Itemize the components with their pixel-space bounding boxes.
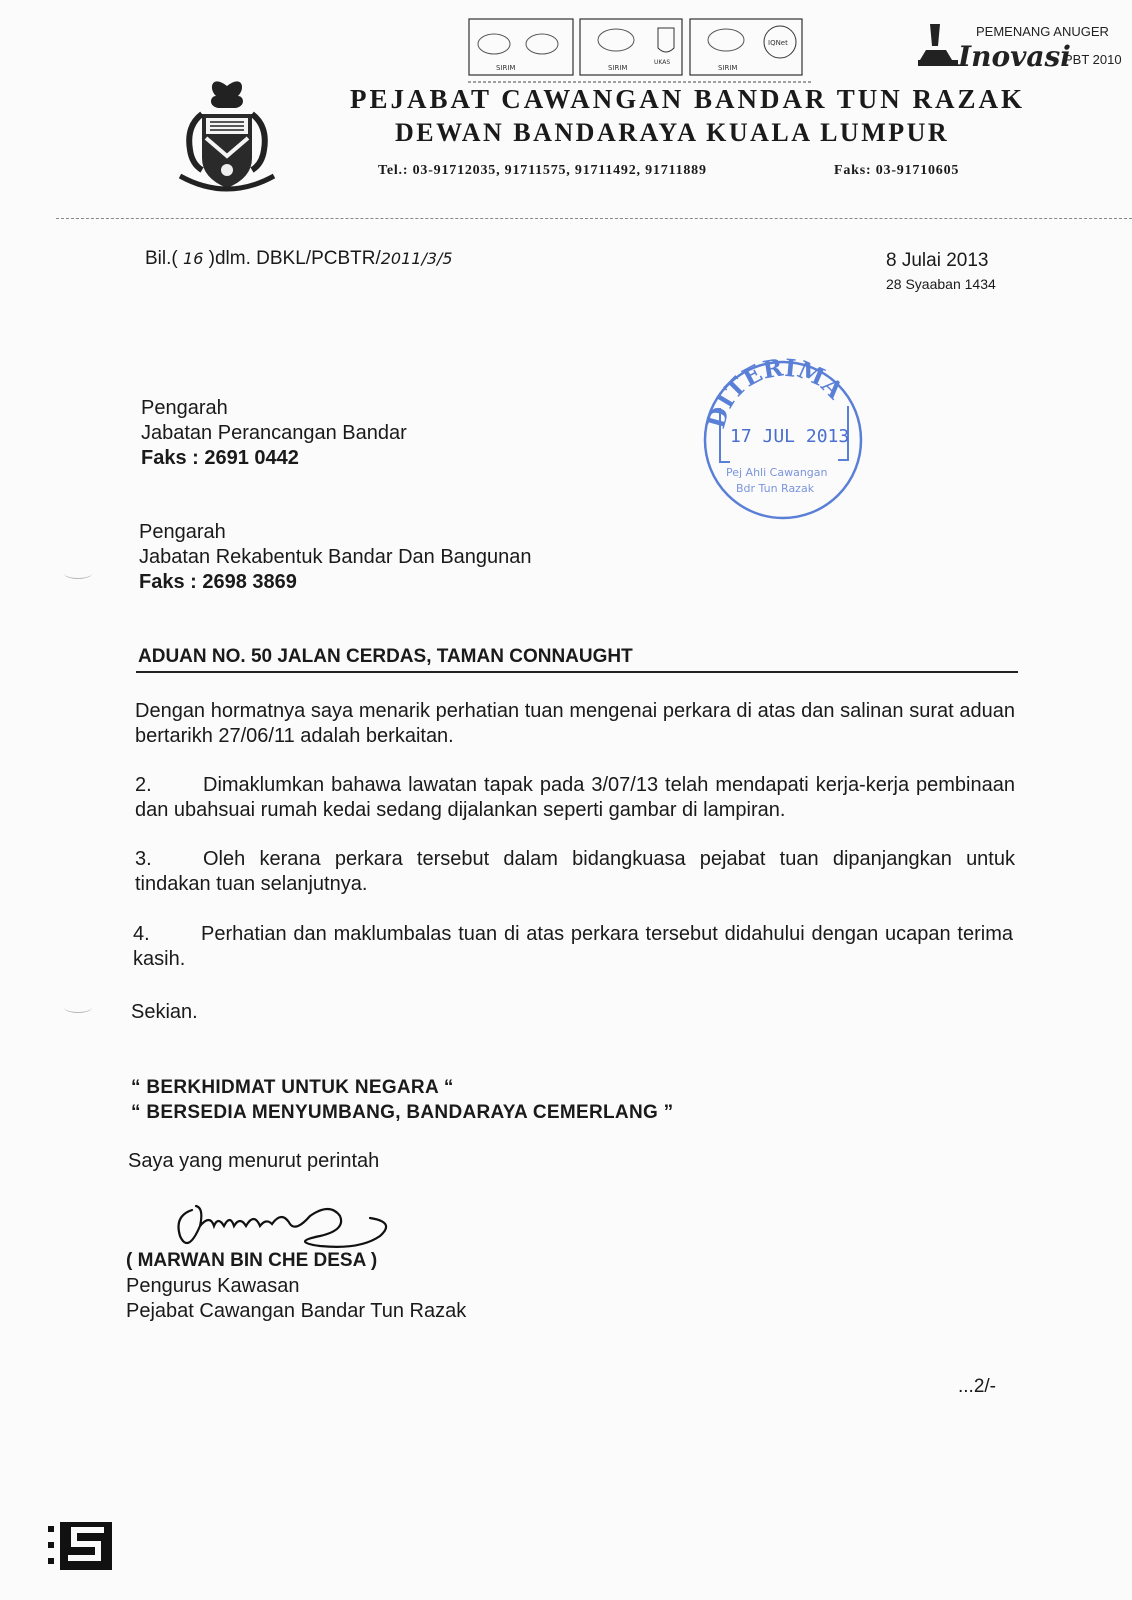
org-name-line-1: PEJABAT CAWANGAN BANDAR TUN RAZAK: [350, 84, 1026, 114]
stamp-date: 17 JUL 2013: [730, 426, 850, 447]
stamp-line-2: Bdr Tun Razak: [736, 482, 815, 495]
award-line-2: PBT 2010: [1064, 52, 1122, 67]
signatory-name: ( MARWAN BIN CHE DESA ): [126, 1250, 378, 1271]
fax-number: Faks: 03-91710605: [834, 163, 960, 178]
paragraph-2-number: 2.: [135, 774, 152, 796]
dbkl-crest-logo: [172, 66, 282, 196]
punch-hole-mark: [64, 568, 92, 579]
recipient-1: [141, 396, 407, 471]
ref-handwritten-file: 2011/3/5: [380, 249, 453, 268]
stamp-top-text: DITERIMA: [701, 358, 850, 432]
org-name-line-2: DEWAN BANDARAYA KUALA LUMPUR: [395, 118, 950, 147]
cert-label-4: SIRIM: [718, 64, 738, 72]
ref-middle: )dlm. DBKL/PCBTR/: [208, 248, 381, 269]
recipient-1-title: Pengarah: [141, 397, 228, 419]
cert-label-2: SIRIM: [608, 64, 628, 72]
svg-text:DITERIMA: [701, 358, 849, 431]
paragraph-4-text: Perhatian dan maklumbalas tuan di atas perkara tersebut didahului dengan ucapan terima kasih.: [133, 923, 1013, 970]
paragraph-4: [133, 922, 1013, 972]
motto-line-2: “ BERSEDIA MENYUMBANG, BANDARAYA CEMERLANG ”: [131, 1102, 674, 1123]
header-divider: [56, 218, 1132, 219]
signatory-office: Pejabat Cawangan Bandar Tun Razak: [126, 1300, 467, 1322]
scanner-s-mark: [48, 1518, 114, 1574]
reference-number: [145, 248, 453, 270]
telephone-numbers: Tel.: 03-91712035, 91711575, 91711492, 91711889: [378, 163, 707, 178]
hijri-date: 28 Syaaban 1434: [886, 276, 996, 292]
page-continuation: ...2/-: [958, 1376, 997, 1397]
cert-label-1: SIRIM: [496, 64, 516, 72]
recipient-2-dept: Jabatan Rekabentuk Bandar Dan Bangunan: [139, 546, 532, 568]
inovasi-award-logo: [918, 18, 1128, 74]
award-script: Inovasi: [958, 40, 1071, 73]
paragraph-1: Dengan hormatnya saya menarik perhatian tuan mengenai perkara di atas dan salinan surat aduan bertarikh 27/06/11 adalah berkaitan.: [135, 700, 1015, 747]
subject-underline: [136, 671, 1018, 673]
paragraph-2: [135, 773, 1015, 823]
cert-label-5: IQNet: [768, 39, 788, 47]
recipient-2: [139, 520, 532, 595]
ref-handwritten-no: 16: [183, 249, 204, 268]
certification-logos: [468, 18, 828, 90]
paragraph-3: [135, 847, 1015, 897]
recipient-1-fax: Faks : 2691 0442: [141, 447, 299, 469]
punch-hole-mark: [64, 1002, 92, 1013]
recipient-2-title: Pengarah: [139, 521, 226, 543]
cert-label-3: UKAS: [654, 59, 671, 66]
motto-line-1: “ BERKHIDMAT UNTUK NEGARA “: [131, 1077, 454, 1098]
closing-sekian: Sekian.: [131, 1001, 198, 1023]
received-stamp: [700, 358, 866, 522]
ref-prefix: Bil.(: [145, 248, 178, 269]
paragraph-3-text: Oleh kerana perkara tersebut dalam bidangkuasa pejabat tuan dipanjangkan untuk tindakan tuan selanjutnya.: [135, 848, 1015, 895]
closing-perintah: Saya yang menurut perintah: [128, 1150, 380, 1172]
paragraph-3-number: 3.: [135, 848, 152, 870]
letter-subject: ADUAN NO. 50 JALAN CERDAS, TAMAN CONNAUGHT: [138, 646, 633, 667]
recipient-2-fax: Faks : 2698 3869: [139, 571, 297, 593]
letter-date: 8 Julai 2013: [886, 250, 989, 271]
award-line-1: PEMENANG ANUGER: [976, 24, 1109, 39]
paragraph-2-text: Dimaklumkan bahawa lawatan tapak pada 3/07/13 telah mendapati kerja-kerja pembinaan dan ubahsuai rumah kedai sedang dijalankan seperti gambar di lampiran.: [135, 774, 1015, 821]
signatory-position: Pengurus Kawasan: [126, 1275, 300, 1297]
paragraph-4-number: 4.: [133, 923, 150, 945]
recipient-1-dept: Jabatan Perancangan Bandar: [141, 422, 407, 444]
award-trophy-icon: [918, 20, 960, 70]
stamp-line-1: Pej Ahli Cawangan: [726, 466, 828, 479]
